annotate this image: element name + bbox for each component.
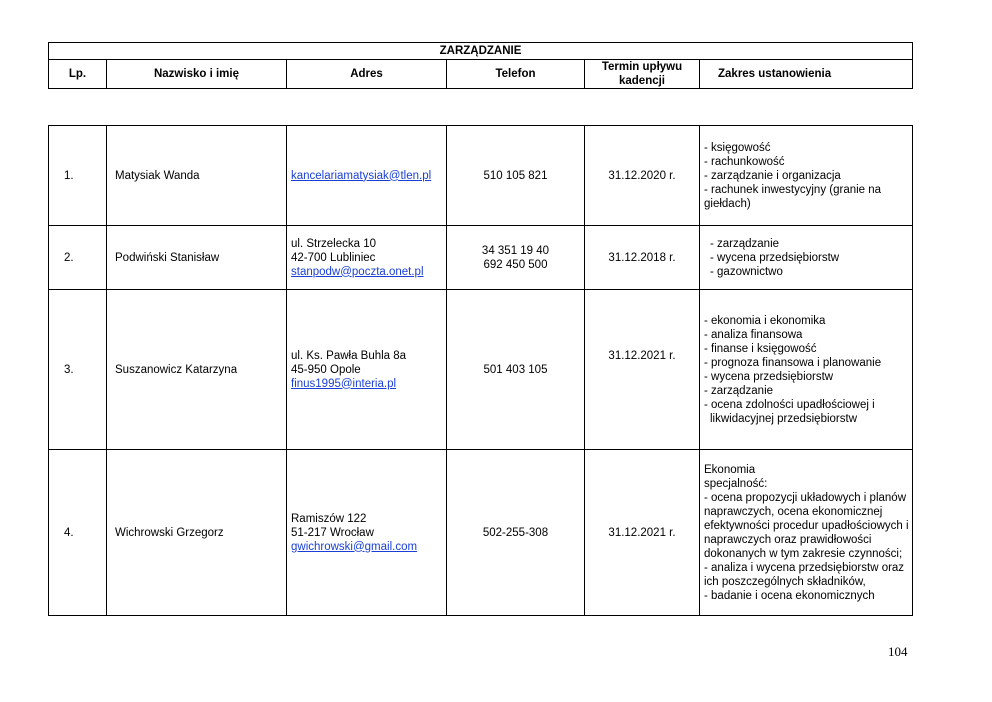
scope-line: - zarządzanie	[704, 384, 774, 397]
term-value: 31.12.2021 r.	[608, 349, 676, 362]
scope-line: efektywności procedur upadłościowych i	[704, 519, 909, 532]
row-scope	[700, 450, 913, 616]
scope-line: specjalność:	[704, 477, 768, 490]
address-city: 51-217 Wrocław	[291, 526, 374, 539]
row-term	[585, 290, 700, 450]
row-name: Podwiński Stanisław	[107, 226, 287, 290]
column-header-lp: Lp.	[49, 60, 107, 89]
term-header-line2: kadencji	[618, 75, 666, 87]
row-phone	[447, 226, 585, 290]
table-row	[49, 226, 913, 290]
scope-line: - ekonomia i ekonomika	[704, 314, 826, 327]
scope-line: giełdach)	[704, 197, 751, 210]
members-table	[48, 125, 913, 616]
row-lp: 3.	[49, 290, 107, 450]
row-scope	[700, 226, 913, 290]
row-lp: 2.	[49, 226, 107, 290]
column-header-term	[585, 60, 700, 89]
scope-line: - analiza finansowa	[704, 328, 803, 341]
row-term: 31.12.2021 r.	[585, 450, 700, 616]
scope-line: - finanse i księgowość	[704, 342, 817, 355]
scope-line: likwidacyjnej przedsiębiorstw	[710, 412, 858, 425]
row-address	[287, 126, 447, 226]
scope-line: - wycena przedsiębiorstw	[710, 251, 840, 264]
email-link[interactable]: kancelariamatysiak@tlen.pl	[291, 169, 432, 182]
address-street: Ramiszów 122	[291, 512, 367, 525]
table-row	[49, 126, 913, 226]
address-city: 42-700 Lubliniec	[291, 251, 376, 264]
email-link[interactable]: gwichrowski@gmail.com	[291, 540, 418, 553]
phone-line: 692 450 500	[483, 258, 548, 271]
row-lp: 1.	[49, 126, 107, 226]
column-header-name: Nazwisko i imię	[107, 60, 287, 89]
row-term: 31.12.2018 r.	[585, 226, 700, 290]
row-lp: 4.	[49, 450, 107, 616]
scope-line: - badanie i ocena ekonomicznych	[704, 589, 875, 602]
scope-line: - ocena zdolności upadłościowej i	[704, 398, 875, 411]
section-title: ZARZĄDZANIE	[49, 43, 913, 60]
address-street: ul. Strzelecka 10	[291, 237, 377, 250]
scope-line: - zarządzanie i organizacja	[704, 169, 841, 182]
column-header-scope: Zakres ustanowienia	[700, 60, 913, 89]
column-header-address: Adres	[287, 60, 447, 89]
scope-line: - gazownictwo	[710, 265, 783, 278]
address-street: ul. Ks. Pawła Buhla 8a	[291, 349, 407, 362]
page-number: 104	[888, 644, 908, 659]
scope-line: - rachunek inwestycyjny (granie na	[704, 183, 882, 196]
row-phone: 501 403 105	[447, 290, 585, 450]
row-phone: 510 105 821	[447, 126, 585, 226]
email-link[interactable]: stanpodw@poczta.onet.pl	[291, 265, 424, 278]
scope-line: - zarządzanie	[710, 237, 780, 250]
scope-line: dokonanych w tym zakresie czynności;	[704, 547, 903, 560]
row-name: Matysiak Wanda	[107, 126, 287, 226]
row-scope	[700, 126, 913, 226]
email-link[interactable]: finus1995@interia.pl	[291, 377, 397, 390]
row-address	[287, 226, 447, 290]
row-term: 31.12.2020 r.	[585, 126, 700, 226]
row-address	[287, 290, 447, 450]
scope-line: ich poszczególnych składników,	[704, 575, 866, 588]
scope-line: naprawczych oraz prawidłowości	[704, 533, 872, 546]
row-phone: 502-255-308	[447, 450, 585, 616]
scope-line: - analiza i wycena przedsiębiorstw oraz	[704, 561, 905, 574]
phone-line: 34 351 19 40	[481, 244, 550, 257]
table-row	[49, 290, 913, 450]
address-city: 45-950 Opole	[291, 363, 361, 376]
row-scope	[700, 290, 913, 450]
row-name: Wichrowski Grzegorz	[107, 450, 287, 616]
scope-line: - prognoza finansowa i planowanie	[704, 356, 882, 369]
scope-line: - księgowość	[704, 141, 771, 154]
header-table	[48, 42, 913, 89]
row-name: Suszanowicz Katarzyna	[107, 290, 287, 450]
scope-line: Ekonomia	[704, 463, 756, 476]
scope-line: naprawczych, ocena ekonomicznej	[704, 505, 883, 518]
scope-line: - ocena propozycji układowych i planów	[704, 491, 906, 504]
row-address	[287, 450, 447, 616]
scope-line: - wycena przedsiębiorstw	[704, 370, 834, 383]
table-row	[49, 450, 913, 616]
scope-line: - rachunkowość	[704, 155, 785, 168]
column-header-phone: Telefon	[447, 60, 585, 89]
term-header-line1: Termin upływu	[601, 61, 683, 73]
